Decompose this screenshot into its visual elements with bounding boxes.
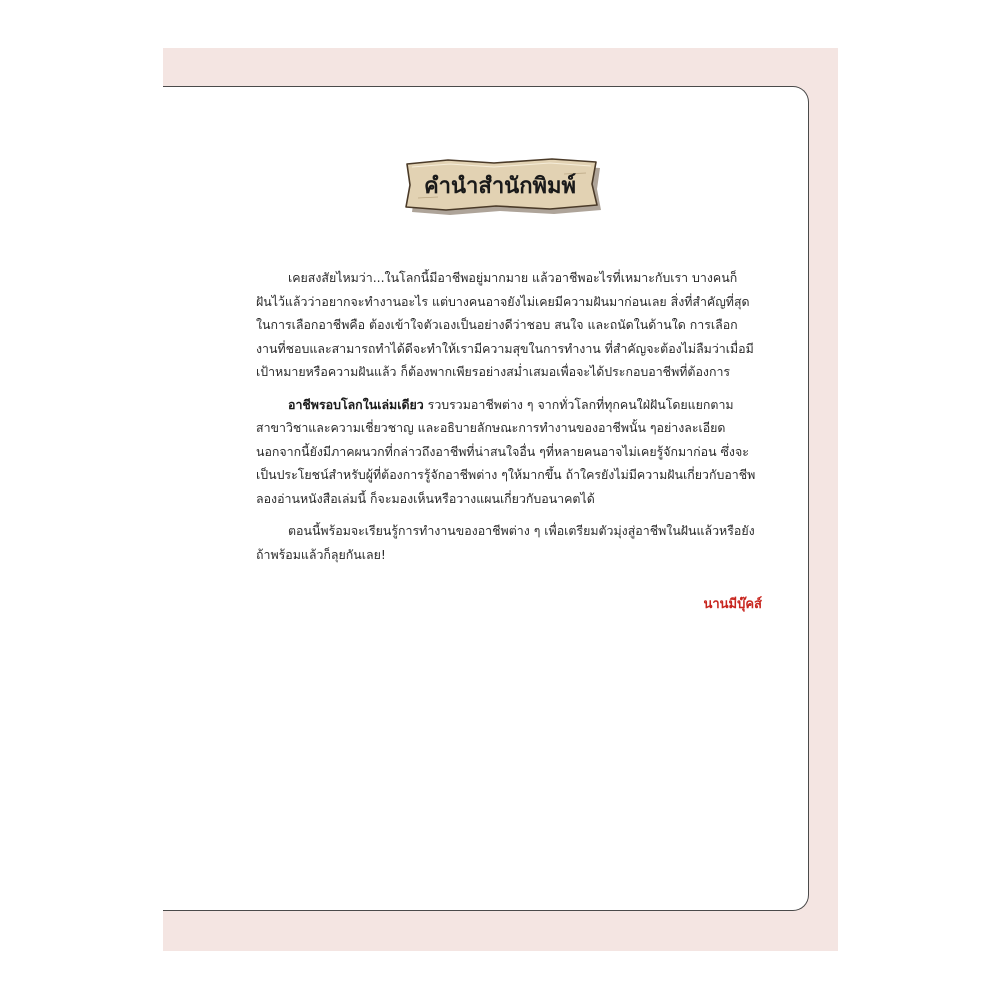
text-line: ในการเลือกอาชีพคือ ต้องเข้าใจตัวเองเป็นอย่างดีว่าชอบ สนใจ และถนัดในด้านใด การเลือก	[256, 317, 738, 332]
paragraph-1	[256, 266, 764, 384]
text-line: เป็นประโยชน์สำหรับผู้ที่ต้องการรู้จักอาชีพต่าง ๆให้มากขึ้น ถ้าใครยังไม่มีความฝันเกี่ยวกับอาชีพ	[256, 467, 756, 482]
text-line: ลองอ่านหนังสือเล่มนี้ ก็จะมองเห็นหรือวางแผนเกี่ยวกับอนาคตได้	[256, 490, 595, 506]
book-title-inline: อาชีพรอบโลกในเล่มเดียว	[288, 396, 424, 412]
text-line-rest: รวบรวมอาชีพต่าง ๆ จากทั่วโลกที่ทุกคนใฝ่ฝันโดยแยกตาม	[423, 396, 734, 412]
text-line: งานที่ชอบและสามารถทำได้ดีจะทำให้เรามีความสุขในการทำงาน ที่สำคัญจะต้องไม่ลืมว่าเมื่อมี	[256, 340, 754, 356]
page-title: คำนำสำนักพิมพ์	[423, 174, 577, 199]
text-line: เป้าหมายหรือความฝันแล้ว ก็ต้องพากเพียรอย่างสม่ำเสมอเพื่อจะได้ประกอบอาชีพที่ต้องการ	[256, 364, 731, 379]
text-line: ถ้าพร้อมแล้วก็ลุยกันเลย!	[256, 546, 386, 562]
text-line: เคยสงสัยไหมว่า...ในโลกนี้มีอาชีพอยู่มากมาย แล้วอาชีพอะไรที่เหมาะกับเรา บางคนก็	[288, 270, 738, 285]
paragraph-2	[256, 393, 764, 511]
preface-body	[256, 266, 764, 575]
text-line: ฝันไว้แล้วว่าอยากจะทำงานอะไร แต่บางคนอาจยังไม่เคยมีความฝันมาก่อนเลย สิ่งที่สำคัญที่สุด	[256, 293, 750, 309]
publisher-signature: นานมีบุ๊คส์	[703, 597, 762, 612]
text-line: สาขาวิชาและความเชี่ยวชาญ และอธิบายลักษณะการทำงานของอาชีพนั้น ๆอย่างละเอียด	[256, 420, 726, 435]
paragraph-3	[256, 519, 764, 566]
title-plaque	[404, 158, 604, 222]
text-line	[256, 393, 764, 417]
text-line: นอกจากนี้ยังมีภาคผนวกที่กล่าวถึงอาชีพที่น่าสนใจอื่น ๆที่หลายคนอาจไม่เคยรู้จักมาก่อน ซึ่งจะ	[256, 443, 749, 459]
text-line: ตอนนี้พร้อมจะเรียนรู้การทำงานของอาชีพต่าง ๆ เพื่อเตรียมตัวมุ่งสู่อาชีพในฝันแล้วหรือยัง	[288, 523, 755, 538]
